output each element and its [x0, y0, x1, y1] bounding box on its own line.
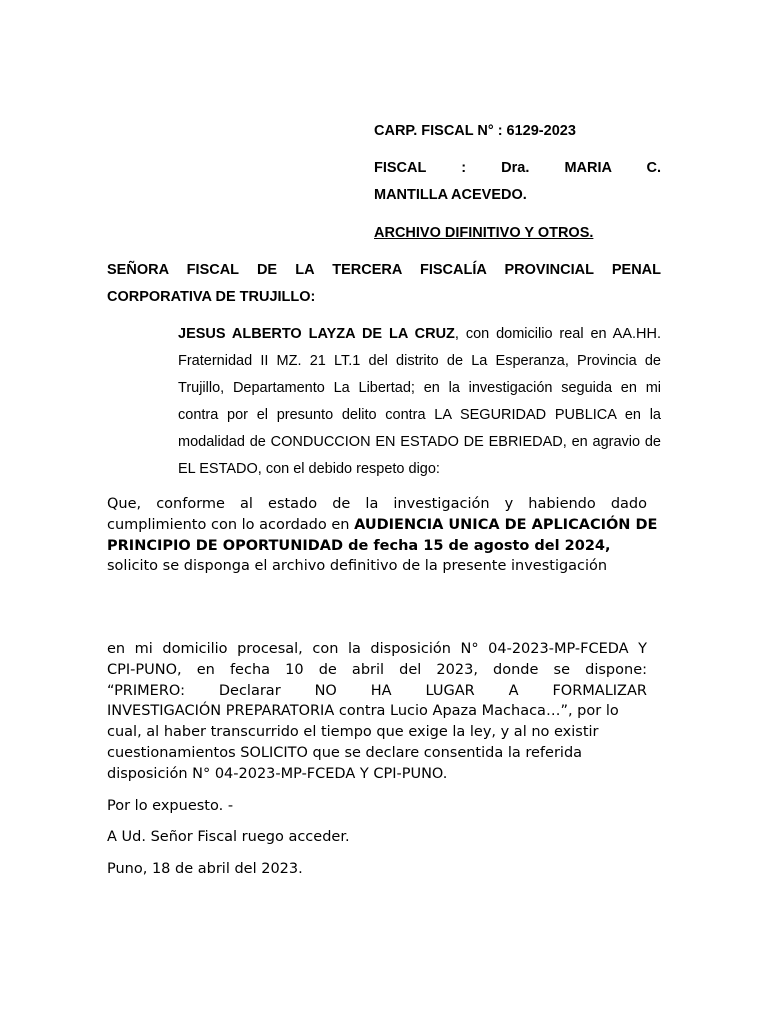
disposition-paragraph: [107, 639, 661, 785]
request-text-a: cumplimiento con lo acordado en: [107, 516, 355, 533]
addressee: SEÑORA FISCAL DE LA TERCERA FISCALÍA PROVINCIAL PENAL CORPORATIVA DE TRUJILLO:: [107, 262, 661, 305]
request-line-1: Que, conforme al estado de la investigación y habiendo dado: [107, 496, 647, 512]
fiscal-maria: MARIA: [564, 160, 612, 176]
closing-fecha: Puno, 18 de abril del 2023.: [107, 861, 303, 877]
request-bold: AUDIENCIA UNICA DE APLICACIÓN DE PRINCIPIO DE OPORTUNIDAD de fecha 15 de agosto del 2024,: [107, 516, 658, 554]
disposition-line-1: en mi domicilio procesal, con la disposición N° 04-2023-MP-FCEDA Y: [107, 641, 647, 657]
request-paragraph: [107, 494, 661, 577]
disposition-line-5: cual, al haber transcurrido el tiempo que exige la ley, y al no existir: [107, 724, 599, 741]
request-text-b: solicito se disponga el archivo definitivo de la presente investigación: [107, 558, 608, 575]
disposition-line-6: cuestionamientos SOLICITO que se declare consentida la referida: [107, 744, 583, 761]
closing-expuesto: Por lo expuesto. -: [107, 798, 234, 814]
case-number: CARP. FISCAL N° : 6129-2023: [374, 123, 576, 139]
fiscal-colon: :: [461, 160, 467, 176]
fiscal-name: MANTILLA ACEVEDO.: [374, 187, 527, 203]
fiscal-line: [374, 155, 661, 182]
disposition-line-4: INVESTIGACIÓN PREPARATORIA contra Lucio Apaza Machaca…”, por lo: [107, 703, 619, 720]
intro-text: , con domicilio real en AA.HH. Fraternidad II MZ. 21 LT.1 del distrito de La Esperanza, Provincia de Trujillo, Departamento La Libertad; en la investigación seguida en mi contra por el presunto delito contra LA SEGURIDAD PUBLICA en la modalidad de CONDUCCION EN ESTADO DE EBRIEDAD, en agravio de EL ESTADO, con el debido respeto digo:: [178, 326, 662, 477]
fiscal-c: C.: [646, 160, 662, 176]
disposition-line-3: “PRIMERO: Declarar NO HA LUGAR A FORMALIZAR: [107, 682, 647, 699]
fiscal-label: FISCAL: [374, 160, 427, 176]
document-subject: ARCHIVO DIFINITIVO Y OTROS.: [374, 225, 594, 241]
fiscal-dra: Dra.: [501, 160, 530, 176]
closing-ruego: A Ud. Señor Fiscal ruego acceder.: [107, 829, 350, 845]
petitioner-name: JESUS ALBERTO LAYZA DE LA CRUZ: [178, 326, 455, 342]
disposition-line-2: CPI-PUNO, en fecha 10 de abril del 2023, donde se dispone:: [107, 661, 647, 678]
intro-paragraph: [178, 321, 661, 483]
disposition-line-7: disposición N° 04-2023-MP-FCEDA Y CPI-PUNO.: [107, 765, 448, 782]
